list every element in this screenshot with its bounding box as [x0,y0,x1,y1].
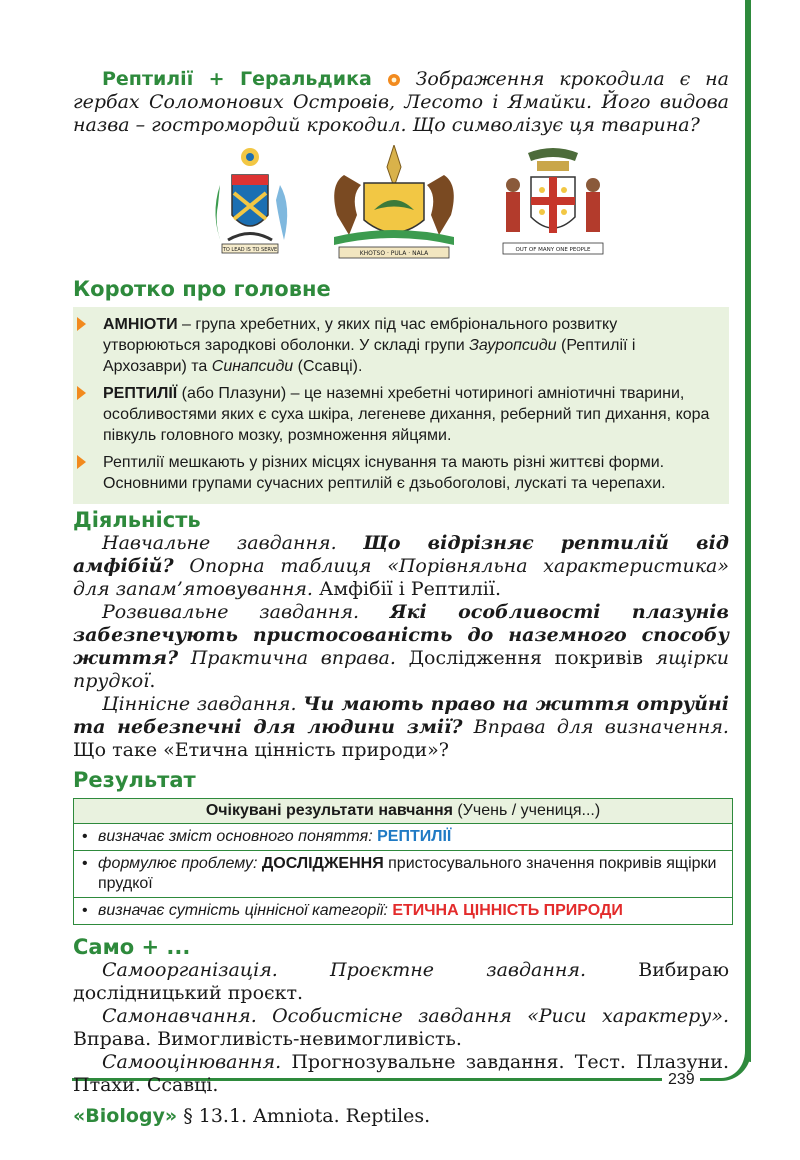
solomon-motto: TO LEAD IS TO SERVE [222,247,278,253]
results-table [73,798,733,925]
biology-label: «Biology» [73,1105,178,1127]
jamaica-emblem [493,145,613,265]
table-row: • визначає сутність ціннісної категорії: ЕТИЧНА ЦІННІСТЬ ПРИРОДИ [82,902,623,919]
table-row: • формулює проблему: ДОСЛІДЖЕННЯ пристосувального значення покривів ящірки прудкої [74,851,732,898]
page-number: 239 [668,1071,695,1088]
activity-heading: Діяльність [73,508,201,532]
intro-text: Зображення крокодила є на гербах Соломонових Островів, Лесото і Ямайки. Його видова назва – гостромордий крокодил. Що символізує ця тварина? [73,68,730,136]
self-paragraph: Самооцінювання. Прогнозувальне завдання. Тест. Плазуни. Птахи. Ссавці. [73,1051,729,1096]
page-content [73,68,729,1128]
summary-item: АМНІОТИ – група хребетних, у яких під час ембріонального розвитку утворюються зародкові оболонки. У складі групи Зауропсиди (Рептилії і Архозаври) та Синапсиди (Ссавці). [103,314,719,377]
biology-reference: «Biology» § 13.1. Amniota. Reptiles. [73,1105,431,1127]
self-paragraph: Самонавчання. Особистісне завдання «Риси характеру». Вправа. Вимогливість-невимогливість. [73,1005,729,1050]
triangle-bullet-icon [77,455,86,469]
summary-heading: Коротко про головне [73,277,331,301]
triangle-bullet-icon [77,317,86,331]
coat-of-arms-row [73,145,729,265]
intro-label: Рептилії + Геральдика [102,68,372,90]
activity-paragraph: Навчальне завдання. Що відрізняє рептилій від амфібій? Опорна таблиця «Порівняльна характеристика» для запам’ятовування. Амфібії і Рептилії. [73,532,729,600]
lesotho-motto: KHOTSO · PULA · NALA [359,250,429,257]
summary-item: РЕПТИЛІЇ (або Плазуни) – це наземні хребетні чотириногі амніотичні тварини, особливостями яких є суха шкіра, легеневе дихання, реберний тип дихання, кора півкуль головного мозку, розмноження яйцями. [103,383,719,446]
intro-paragraph [73,68,729,137]
page-frame-right [745,0,751,1062]
activity-paragraph: Розвивальне завдання. Які особливості плазунів забезпечують пристосованість до наземного способу життя? Практична вправа. Дослідження покривів ящірки прудкої. [73,601,729,692]
jamaica-motto: OUT OF MANY ONE PEOPLE [515,247,591,253]
solomon-islands-emblem [200,145,300,265]
triangle-bullet-icon [77,386,86,400]
activity-paragraph: Ціннісне завдання. Чи мають право на життя отруйні та небезпечні для людини змії? Вправа для визначення. Що таке «Етична цінність природи»? [73,693,729,761]
summary-item: Рептилії мешкають у різних місцях існування та мають різні життєві форми. Основними групами сучасних рептилій є дзьобоголові, лускаті та черепахи. [103,452,719,494]
summary-box [73,307,729,504]
table-row: • визначає зміст основного поняття: РЕПТИЛІЇ [74,824,732,851]
lesotho-emblem [319,145,469,265]
self-paragraph: Самоорганізація. Проєктне завдання. Вибираю дослідницький проєкт. [73,959,729,1004]
table-header: Очікувані результати навчання (Учень / учениця...) [74,799,732,824]
result-heading: Результат [73,768,196,792]
summary-term: АМНІОТИ [103,316,178,333]
summary-term: РЕПТИЛІЇ [103,385,178,402]
self-heading: Само + ... [73,935,191,959]
flower-icon [387,73,401,87]
